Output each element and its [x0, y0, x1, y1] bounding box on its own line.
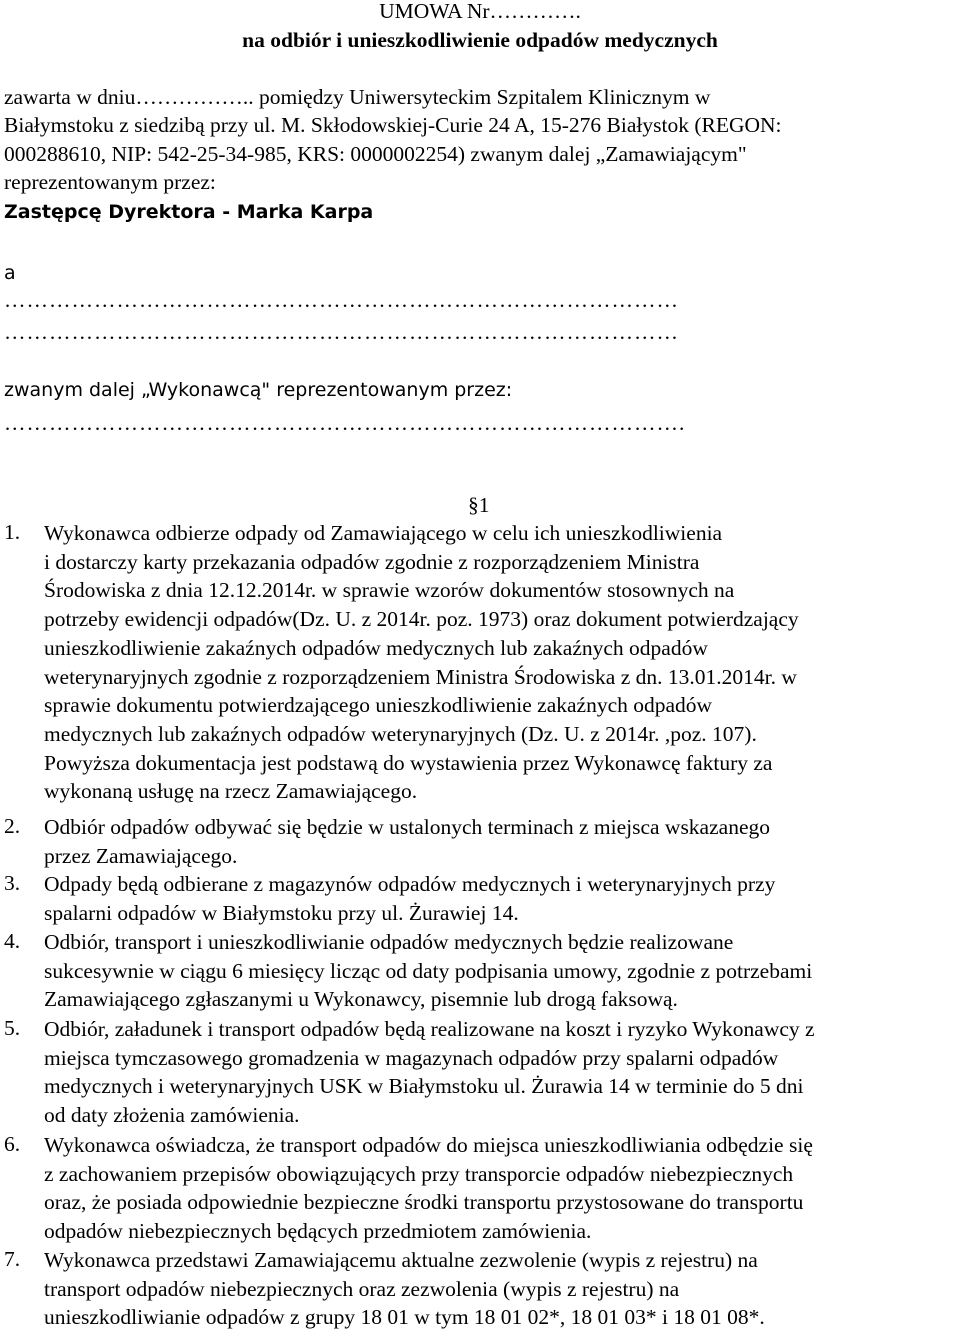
- item-text-line: Odbiór odpadów odbywać się będzie w ustalonych terminach z miejsca wskazanego: [44, 815, 770, 839]
- blank-line-2: ………………………………………………………………………………: [4, 320, 679, 344]
- item-text-line: unieszkodliwianie odpadów z grupy 18 01 w tym 18 01 02*, 18 01 03* i 18 01 08*.: [44, 1305, 765, 1330]
- item-number: 4.: [4, 929, 21, 953]
- item-text-line: odpadów niebezpiecznych będących przedmiotem zamówienia.: [44, 1219, 592, 1244]
- item-text: [44, 870, 775, 927]
- item-text-line: unieszkodliwienie zakaźnych odpadów medycznych lub zakaźnych odpadów: [44, 635, 708, 660]
- conjunction-a: a: [4, 262, 16, 284]
- item-text-line: potrzeby ewidencji odpadów(Dz. U. z 2014r. poz. 1973) oraz dokument potwierdzający: [44, 607, 799, 632]
- item-text: [44, 813, 770, 870]
- item-text: [44, 928, 812, 1014]
- item-text-line: Wykonawca przedstawi Zamawiającemu aktualne zezwolenie (wypis z rejestru) na: [44, 1248, 758, 1272]
- item-text-line: przez Zamawiającego.: [44, 843, 238, 868]
- item-number: 3.: [4, 871, 21, 895]
- item-text-line: transport odpadów niebezpiecznych oraz zezwolenia (wypis z rejestru) na: [44, 1276, 680, 1301]
- item-text-line: i dostarczy karty przekazania odpadów zgodnie z rozporządzeniem Ministra: [44, 549, 700, 574]
- item-text: [44, 1131, 813, 1246]
- item-text-line: Środowiska z dnia 12.12.2014r. w sprawie wzorów dokumentów stosownych na: [44, 578, 735, 603]
- item-text-line: oraz, że posiada odpowiednie bezpieczne środki transportu przystosowane do transportu: [44, 1190, 804, 1215]
- item-text-line: medycznych i weterynaryjnych USK w Białymstoku ul. Żurawia 14 w terminie do 5 dni: [44, 1074, 804, 1099]
- item-number: 6.: [4, 1132, 21, 1156]
- item-text-line: Zamawiającego zgłaszanymi u Wykonawcy, pisemnie lub drogą faksową.: [44, 987, 678, 1012]
- item-text: [44, 519, 799, 806]
- item-text-line: weterynaryjnych zgodnie z rozporządzeniem Ministra Środowiska z dn. 13.01.2014r. w: [44, 664, 797, 689]
- contract-title: UMOWA Nr………….: [379, 0, 581, 23]
- item-text-line: Wykonawca odbierze odpady od Zamawiającego w celu ich unieszkodliwienia: [44, 521, 723, 545]
- item-text: [44, 1246, 765, 1332]
- intro-line-2: Białymstoku z siedzibą przy ul. M. Skłodowskiej-Curie 24 A, 15-276 Białystok (REGON:: [4, 113, 782, 137]
- item-text-line: Odbiór, transport i unieszkodliwianie odpadów medycznych będzie realizowane: [44, 930, 734, 954]
- item-text-line: Odbiór, załadunek i transport odpadów będą realizowane na koszt i ryzyko Wykonawcy z: [44, 1017, 815, 1041]
- item-text-line: medycznych lub zakaźnych odpadów weterynaryjnych (Dz. U. z 2014r. ,poz. 107).: [44, 721, 757, 746]
- item-text-line: od daty złożenia zamówienia.: [44, 1103, 300, 1128]
- item-text-line: z zachowaniem przepisów obowiązujących przy transporcie odpadów niebezpiecznych: [44, 1161, 794, 1186]
- blank-line-3: ……………………………………………………………………………….: [4, 411, 686, 435]
- item-text: [44, 1015, 815, 1130]
- item-text-line: wykonaną usługę na rzecz Zamawiającego.: [44, 779, 418, 804]
- contract-subtitle: na odbiór i unieszkodliwienie odpadów medycznych: [242, 28, 718, 52]
- intro-line-4: reprezentowanym przez:: [4, 170, 216, 194]
- item-number: 2.: [4, 814, 21, 838]
- item-text-line: miejsca tymczasowego gromadzenia w magazynach odpadów przy spalarni odpadów: [44, 1045, 779, 1070]
- intro-line-1: zawarta w dniu…………….. pomiędzy Uniwersyteckim Szpitalem Klinicznym w: [4, 85, 711, 109]
- item-text-line: Odpady będą odbierane z magazynów odpadów medycznych i weterynaryjnych przy: [44, 872, 776, 896]
- blank-line-1: ………………………………………………………………………………: [4, 288, 679, 312]
- item-text-line: Powyższa dokumentacja jest podstawą do wystawienia przez Wykonawcę faktury za: [44, 750, 773, 775]
- item-text-line: spalarni odpadów w Białymstoku przy ul. Żurawiej 14.: [44, 900, 519, 925]
- representative-name: Zastępcę Dyrektora - Marka Karpa: [4, 201, 374, 223]
- item-text-line: sukcesywnie w ciągu 6 miesięcy licząc od daty podpisania umowy, zgodnie z potrzebami: [44, 958, 813, 983]
- contractor-line: zwanym dalej „Wykonawcą" reprezentowanym przez:: [4, 379, 513, 401]
- section-marker: §1: [468, 493, 490, 517]
- item-text-line: Wykonawca oświadcza, że transport odpadów do miejsca unieszkodliwiania odbędzie się: [44, 1133, 813, 1157]
- intro-line-3: 000288610, NIP: 542-25-34-985, KRS: 0000002254) zwanym dalej „Zamawiającym": [4, 142, 747, 166]
- item-number: 7.: [4, 1247, 21, 1271]
- item-number: 5.: [4, 1016, 21, 1040]
- item-number: 1.: [4, 520, 21, 544]
- item-text-line: sprawie dokumentu potwierdzającego unieszkodliwienie zakaźnych odpadów: [44, 693, 713, 718]
